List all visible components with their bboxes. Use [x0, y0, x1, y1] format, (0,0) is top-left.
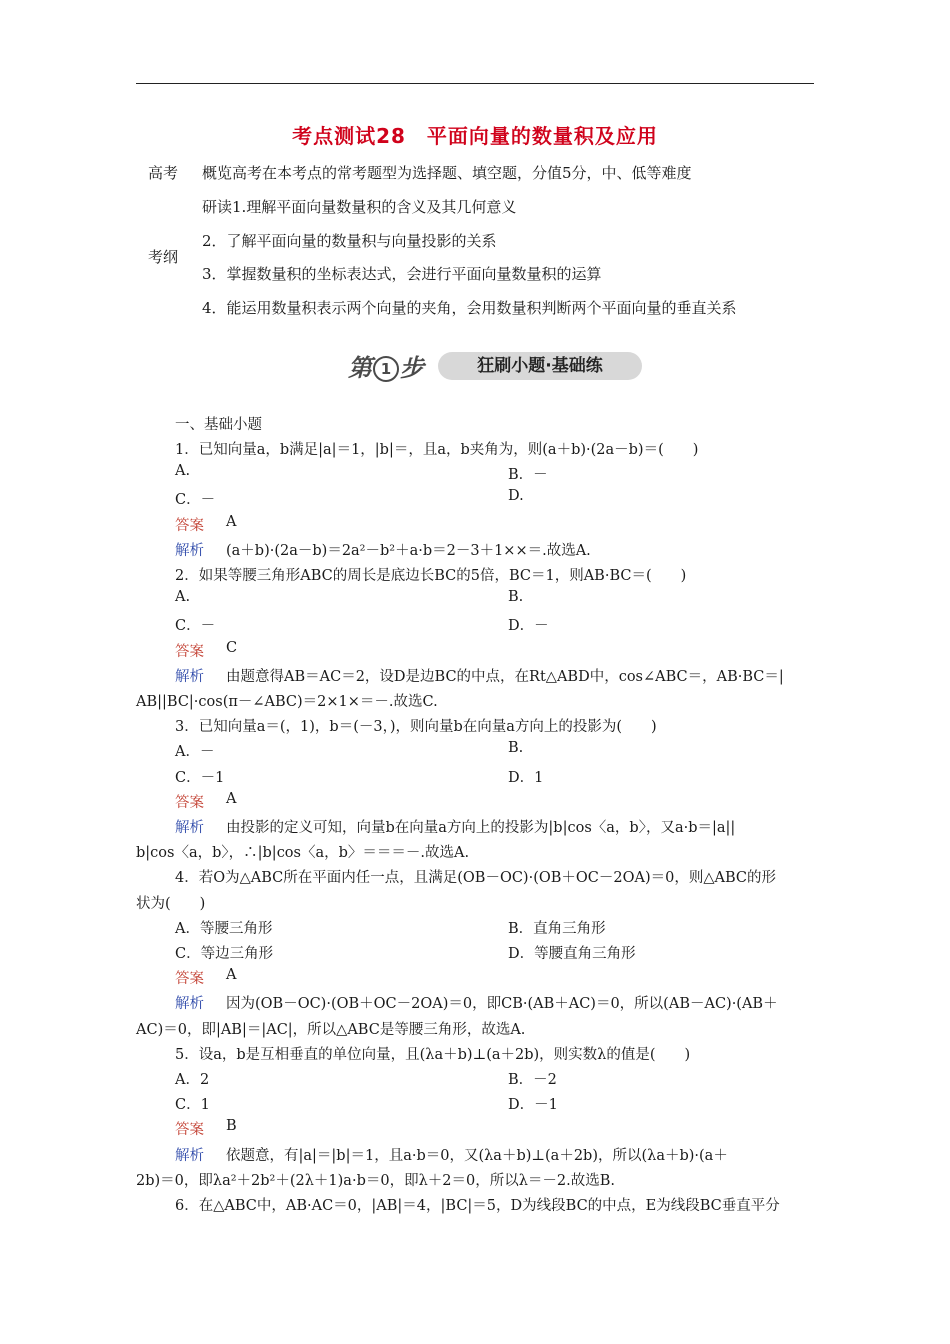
question-line: 3．已知向量a＝(，1)，b＝(－3，)，则向量b在向量a方向上的投影为( ) [175, 719, 657, 735]
step-suffix: 步 [400, 354, 424, 382]
option-left: A．－ [175, 744, 215, 760]
answer-value: B [226, 1118, 237, 1134]
analysis-text: (a＋b)·(2a－b)＝2a²－b²＋a·b＝2－3＋1××＝.故选A. [226, 543, 591, 559]
answer-value: A [226, 514, 237, 530]
gangyao-label: 考纲 [148, 248, 179, 266]
option-right: B．－2 [508, 1072, 557, 1088]
option-left: A．2 [175, 1072, 210, 1088]
answer-label: 答案 [175, 518, 204, 534]
option-right: D. [508, 488, 524, 504]
top-rule [136, 83, 814, 84]
analysis-label: 解析 [175, 543, 204, 559]
analysis-text: 由投影的定义可知，向量b在向量a方向上的投影为|b|cos〈a，b〉，又a·b＝|a|| [226, 820, 736, 836]
section-heading: 一、基础小题 [175, 417, 262, 433]
gaokao-line: 研读1.理解平面向量数量积的含义及其几何意义 [202, 198, 517, 216]
option-left: A. [175, 463, 191, 479]
answer-label: 答案 [175, 795, 204, 811]
question-line: AB||BC|·cos(π－∠ABC)＝2×1×＝－.故选C. [136, 694, 438, 710]
option-left: C．等边三角形 [175, 946, 274, 962]
option-left: C．－1 [175, 770, 225, 786]
question-line: 2．如果等腰三角形ABC的周长是底边长BC的5倍，BC＝1，则AB·BC＝( ) [175, 568, 687, 584]
option-left: A．等腰三角形 [175, 921, 273, 937]
gaokao-label: 高考 [148, 164, 179, 182]
answer-value: C [226, 640, 238, 656]
answer-label: 答案 [175, 1122, 204, 1138]
analysis-text: 由题意得AB＝AC＝2，设D是边BC的中点，在Rt△ABD中，cos∠ABC＝，AB·BC＝| [226, 669, 784, 685]
gaokao-line: 3．掌握数量积的坐标表达式，会进行平面向量数量积的运算 [202, 265, 602, 283]
option-right: D．等腰直角三角形 [508, 946, 636, 962]
banner-pill: 狂刷小题·基础练 [438, 352, 642, 380]
question-line: 状为( ) [136, 896, 206, 912]
gaokao-line: 2．了解平面向量的数量积与向量投影的关系 [202, 232, 497, 250]
analysis-text: 依题意，有|a|＝|b|＝1，且a·b＝0，又(λa＋b)⊥(a＋2b)，所以(λa＋b)·(a＋ [226, 1148, 728, 1164]
analysis-label: 解析 [175, 669, 204, 685]
answer-value: A [226, 791, 237, 807]
question-line: AC)＝0，即|AB|＝|AC|，所以△ABC是等腰三角形，故选A. [136, 1022, 526, 1038]
answer-label: 答案 [175, 971, 204, 987]
option-left: C．－ [175, 618, 216, 634]
answer-label: 答案 [175, 644, 204, 660]
question-line: b|cos〈a，b〉，∴|b|cos〈a，b〉＝＝＝－.故选A. [136, 845, 470, 861]
step-prefix: 第 [348, 354, 372, 382]
page-title: 考点测试28 平面向量的数量积及应用 [292, 124, 658, 148]
step-banner [348, 348, 424, 383]
answer-value: A [226, 967, 237, 983]
analysis-label: 解析 [175, 820, 204, 836]
analysis-label: 解析 [175, 1148, 204, 1164]
analysis-text: 因为(OB－OC)·(OB＋OC－2OA)＝0，即CB·(AB＋AC)＝0，所以(AB－AC)·(AB＋ [226, 996, 778, 1012]
option-right: B. [508, 589, 524, 605]
step-number: 1 [373, 356, 399, 382]
option-right: B．直角三角形 [508, 921, 606, 937]
option-left: C．1 [175, 1097, 210, 1113]
option-right: D．－1 [508, 1097, 558, 1113]
question-line: 6．在△ABC中，AB·AC＝0，|AB|＝4，|BC|＝5，D为线段BC的中点，E为线段BC垂直平分 [175, 1198, 780, 1214]
option-right: B．－ [508, 467, 548, 483]
question-line: 1．已知向量a，b满足|a|＝1，|b|＝，且a，b夹角为，则(a＋b)·(2a－b)＝( ) [175, 442, 699, 458]
option-right: D．1 [508, 770, 544, 786]
gaokao-line: 概览高考在本考点的常考题型为选择题、填空题，分值5分，中、低等难度 [202, 164, 692, 182]
question-line: 2b)＝0，即λa²＋2b²＋(2λ＋1)a·b＝0，即λ＋2＝0，所以λ＝－2.故选B. [136, 1173, 616, 1189]
question-line: 4．若O为△ABC所在平面内任一点，且满足(OB－OC)·(OB＋OC－2OA)＝0，则△ABC的形 [175, 870, 776, 886]
option-right: B. [508, 740, 524, 756]
option-right: D．－ [508, 618, 549, 634]
question-line: 5．设a，b是互相垂直的单位向量，且(λa＋b)⊥(a＋2b)，则实数λ的值是( ) [175, 1047, 691, 1063]
analysis-label: 解析 [175, 996, 204, 1012]
option-left: C．－ [175, 492, 216, 508]
option-left: A. [175, 589, 191, 605]
gaokao-line: 4．能运用数量积表示两个向量的夹角，会用数量积判断两个平面向量的垂直关系 [202, 299, 737, 317]
